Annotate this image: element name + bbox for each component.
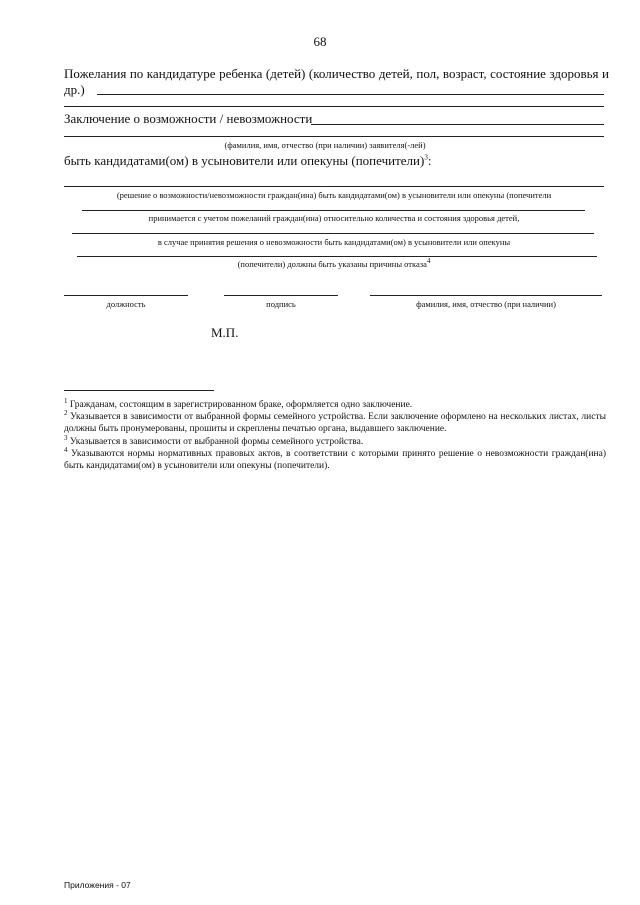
decision-caption-3: в случае принятия решения о невозможности быть кандидатами(ом) в усыновители или опекуны	[157, 237, 511, 247]
footnote-4: $^4$ Указываются нормы нормативных правовых актов, в соответствии с которыми принято решение о невозможности граждан(ина) быть кандидатами(ом) в усыновители или опекуны (попечители).	[64, 445, 606, 471]
decision-line-1[interactable]	[64, 186, 604, 187]
wishes-label-line2: др.)	[64, 82, 85, 97]
applicant-caption: (фамилия, имя, отчество (при наличии) заявителя(-лей)	[224, 140, 426, 150]
conclusion-fill-line[interactable]	[311, 124, 604, 125]
wishes-fill-line-2[interactable]	[64, 106, 604, 107]
wishes-label-line1: Пожелания по кандидатуре ребенка (детей) (количество детей, пол, возраст, состояние здоровья и	[64, 66, 609, 81]
full-name-caption: фамилия, имя, отчество (при наличии)	[416, 299, 556, 309]
decision-caption-2: принимается с учетом пожеланий граждан(ина) относительно количества и состояния здоровья детей,	[148, 213, 520, 223]
position-line[interactable]	[64, 295, 188, 296]
decision-line-2[interactable]	[82, 210, 585, 211]
decision-line-4[interactable]	[77, 256, 597, 257]
candidates-text: быть кандидатами(ом) в усыновители или опекуны (попечители)$^3$:	[64, 153, 432, 168]
signature-caption: подпись	[266, 299, 296, 309]
decision-line-3[interactable]	[72, 233, 594, 234]
conclusion-label: Заключение о возможности / невозможности	[64, 111, 313, 126]
applicant-name-line[interactable]	[64, 136, 604, 137]
full-name-line[interactable]	[370, 295, 602, 296]
stamp-place: М.П.	[211, 325, 239, 340]
footnote-3: $^3$ Указывается в зависимости от выбранной формы семейного устройства.	[64, 433, 364, 447]
decision-caption-1: (решение о возможности/невозможности граждан(ина) быть кандидатами(ом) в усыновители или опекуны (попечители	[116, 190, 552, 200]
footnote-2: $^2$ Указывается в зависимости от выбранной формы семейного устройства. Если заключение оформлено на нескольких листах, листы должны быть пронумерованы, прошиты и скреплены печатью органа, выдавшего заключение.	[64, 408, 606, 434]
position-caption: должность	[106, 299, 146, 309]
wishes-fill-line-1[interactable]	[97, 94, 604, 95]
footer-label: Приложения - 07	[64, 880, 131, 890]
signature-line[interactable]	[224, 295, 338, 296]
footnote-separator	[64, 390, 214, 391]
decision-caption-4: (попечители) должны быть указаны причины отказа$^4$	[237, 257, 431, 269]
footnote-1: $^1$ Гражданам, состоящим в зарегистрированном браке, оформляется одно заключение.	[64, 396, 413, 410]
page-number: 68	[313, 34, 327, 49]
